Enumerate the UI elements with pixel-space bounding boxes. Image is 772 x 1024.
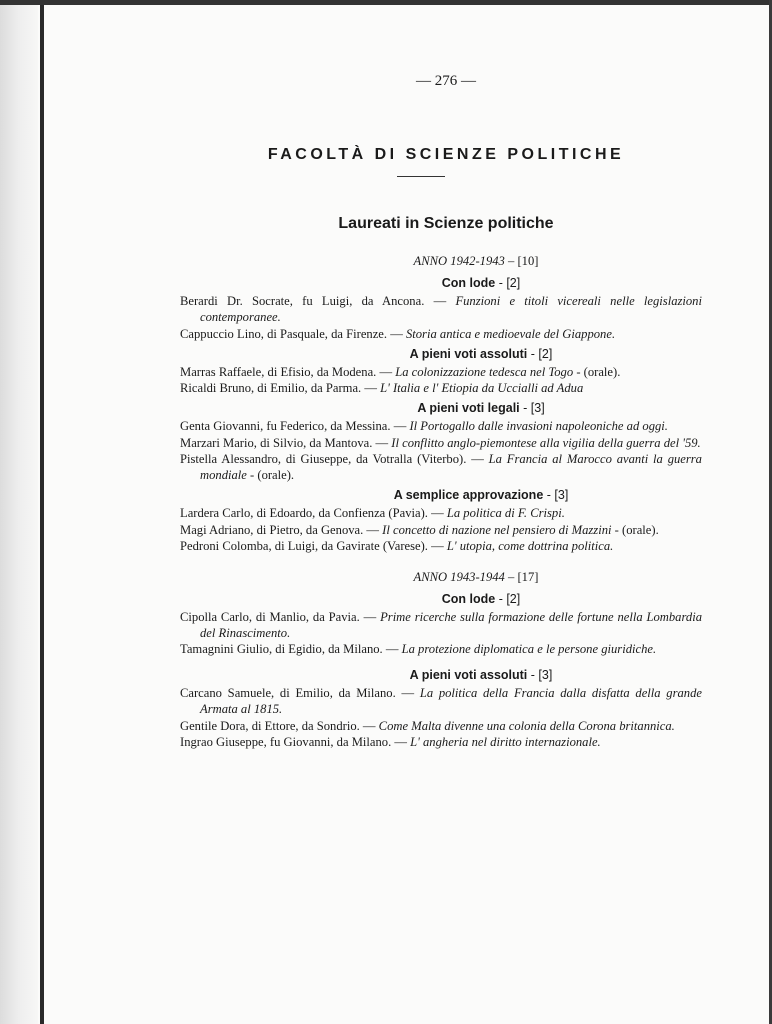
section-title: Laureati in Scienze politiche bbox=[338, 215, 554, 232]
page-number: — 276 — bbox=[416, 73, 476, 89]
grade-heading bbox=[180, 275, 702, 291]
year-count: – [10] bbox=[508, 254, 539, 268]
year-label: ANNO 1943-1944 bbox=[413, 569, 505, 584]
graduate-entry: Pistella Alessandro, di Giuseppe, da Votralla (Viterbo). — La Francia al Marocco avanti la guerra mondiale - (orale). bbox=[180, 452, 702, 482]
grade-heading bbox=[180, 667, 702, 683]
graduate-entry: Magi Adriano, di Pietro, da Genova. — Il concetto di nazione nel pensiero di Mazzini - (orale). bbox=[180, 522, 659, 537]
year-count: – [17] bbox=[508, 569, 539, 584]
graduate-entry: Marras Raffaele, di Efisio, da Modena. — La colonizzazione tedesca nel Togo - (orale). bbox=[180, 364, 621, 379]
grade-title: A pieni voti assoluti bbox=[409, 668, 528, 682]
grade-heading bbox=[180, 346, 702, 362]
grade-title: Con lode bbox=[441, 591, 496, 606]
grade-title: A pieni voti assoluti bbox=[409, 346, 528, 361]
grade-count: - [3] bbox=[530, 668, 553, 682]
graduate-entry: Berardi Dr. Socrate, fu Luigi, da Ancona. — Funzioni e titoli vicereali nelle legislazioni contemporanee. bbox=[180, 294, 702, 324]
graduate-entry: Ingrao Giuseppe, fu Giovanni, da Milano. — L' angheria nel diritto internazionale. bbox=[180, 735, 601, 749]
year-label: ANNO 1942-1943 bbox=[413, 254, 505, 268]
graduate-entry: Lardera Carlo, di Edoardo, da Confienza (Pavia). — La politica di F. Crispi. bbox=[180, 506, 565, 520]
graduate-entry: Cipolla Carlo, di Manlio, da Pavia. — Prime ricerche sulla formazione delle fortune nella Lombardia del Rinascimento. bbox=[180, 609, 703, 640]
graduate-entry: Marzari Mario, di Silvio, da Mantova. — Il conflitto anglo-piemontese alla vigilia della guerra del '59. bbox=[180, 435, 701, 450]
grade-title: A pieni voti legali bbox=[417, 401, 520, 415]
grade-title: Con lode bbox=[441, 276, 496, 290]
graduate-entry: Tamagnini Giulio, di Egidio, da Milano. — La protezione diplomatica e le persone giuridiche. bbox=[180, 642, 657, 656]
scan-edge-top bbox=[0, 0, 772, 5]
grade-count: - [2] bbox=[498, 591, 521, 606]
graduate-entry: Pedroni Colomba, di Luigi, da Gavirate (Varese). — L' utopia, come dottrina politica. bbox=[180, 539, 614, 553]
faculty-title: FACOLTÀ DI SCIENZE POLITICHE bbox=[267, 146, 625, 163]
year-heading bbox=[180, 569, 702, 585]
graduate-entry: Genta Giovanni, fu Federico, da Messina. — Il Portogallo dalle invasioni napoleoniche ad oggi. bbox=[180, 419, 668, 433]
grade-heading bbox=[180, 400, 702, 416]
grade-title: A semplice approvazione bbox=[393, 488, 544, 502]
grade-count: - [2] bbox=[498, 276, 521, 290]
graduate-entry: Cappuccio Lino, di Pasquale, da Firenze. — Storia antica e medioevale del Giappone. bbox=[180, 326, 616, 341]
year-heading bbox=[180, 253, 702, 269]
title-divider bbox=[397, 176, 445, 177]
grade-heading bbox=[180, 591, 702, 607]
graduate-entry: Gentile Dora, di Ettore, da Sondrio. — Come Malta divenne una colonia della Corona britannica. bbox=[180, 718, 675, 733]
grade-count: - [3] bbox=[546, 488, 569, 502]
grade-count: - [2] bbox=[530, 346, 553, 361]
graduate-entry: Ricaldi Bruno, di Emilio, da Parma. — L' Italia e l' Etiopia da Uccialli ad Adua bbox=[180, 381, 584, 395]
graduate-entry: Carcano Samuele, di Emilio, da Milano. — La politica della Francia dalla disfatta della grande Armata al 1815. bbox=[180, 686, 702, 716]
grade-count: - [3] bbox=[523, 401, 545, 415]
graduates-list bbox=[180, 253, 702, 751]
grade-heading bbox=[180, 487, 702, 503]
